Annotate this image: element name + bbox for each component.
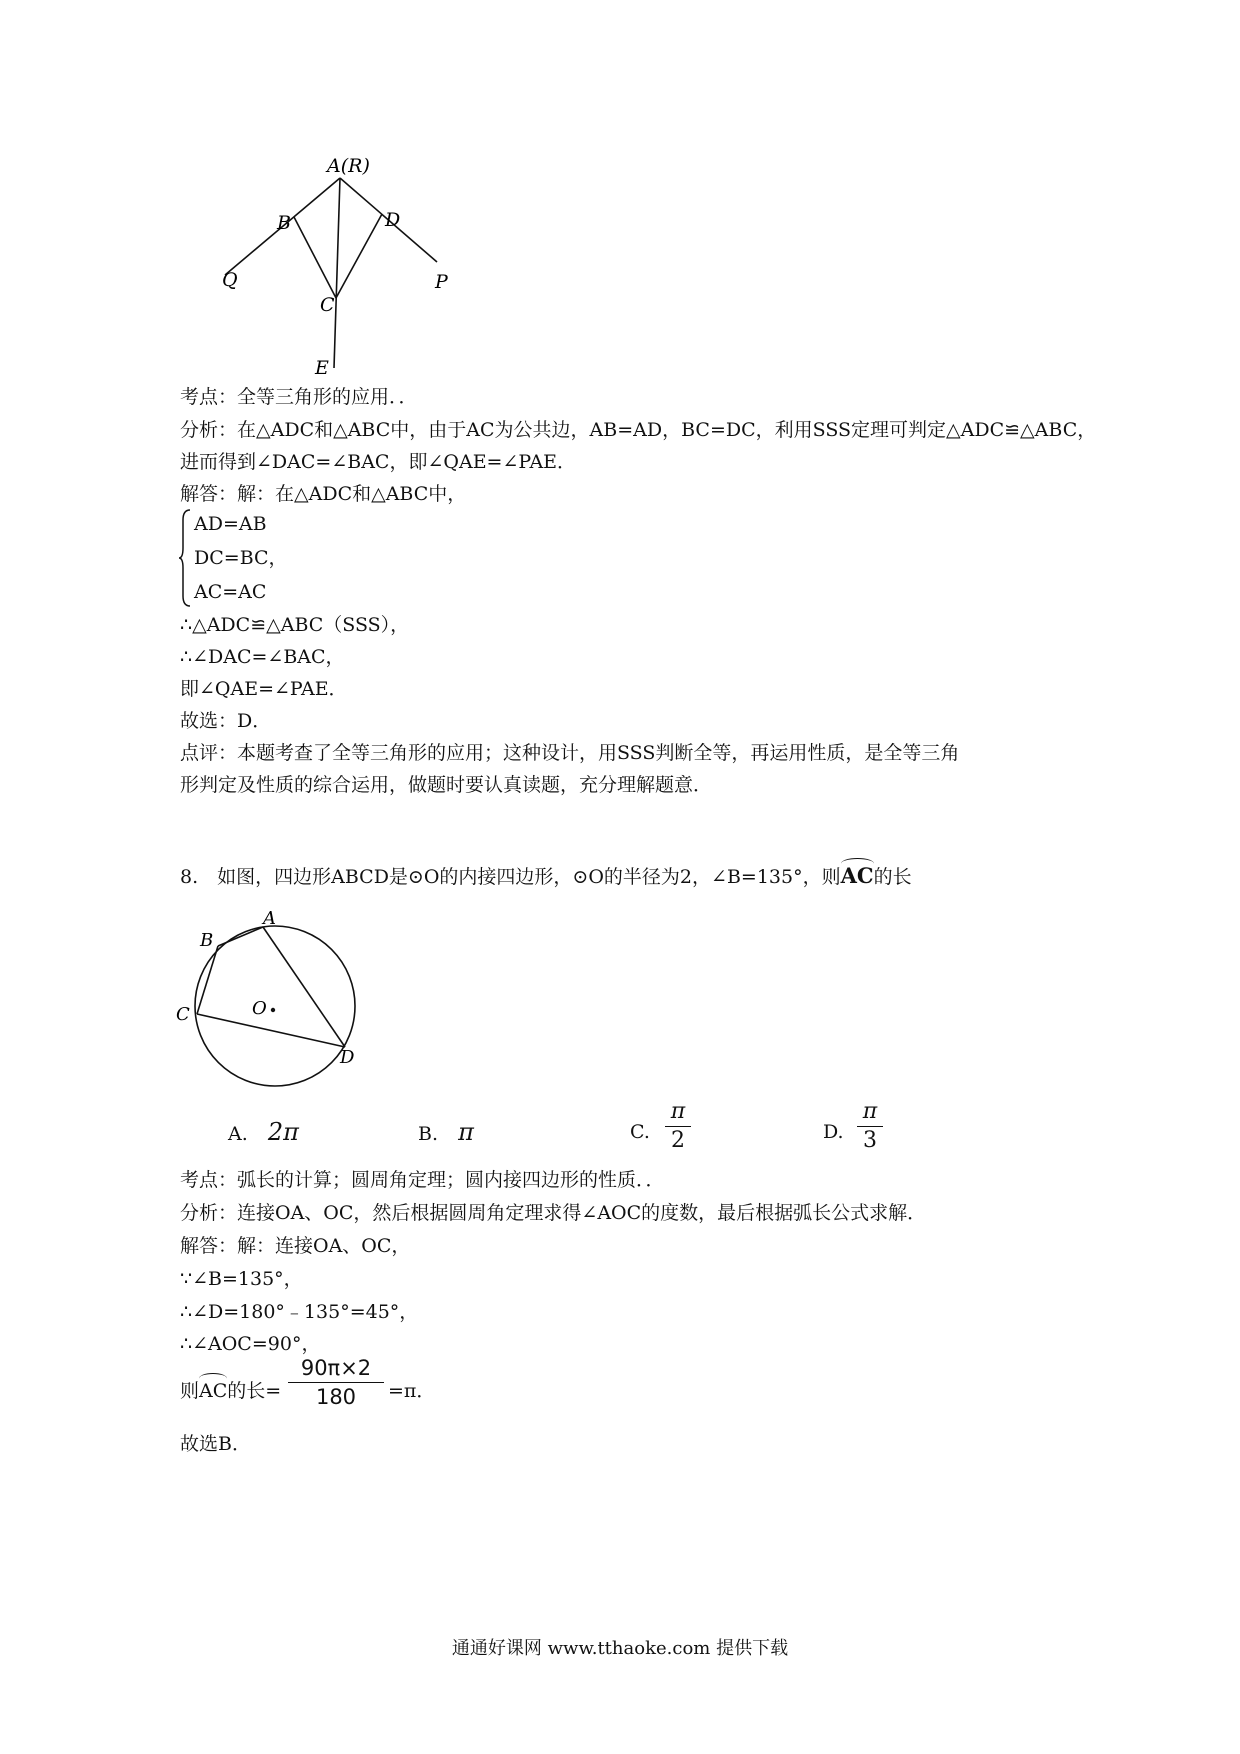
option-c-fraction (665, 1100, 691, 1153)
label-a2: A (263, 910, 276, 929)
q8-kaodian: 考点：弧长的计算；圆周角定理；圆内接四边形的性质．． (180, 1169, 665, 1191)
q8-step-3: ∴∠AOC=90°， (180, 1333, 321, 1355)
q7-dianping-1: 点评：本题考查了全等三角形的应用；这种设计，用SSS判断全等，再运用性质，是全等三角 (180, 742, 960, 764)
label-d2: D (340, 1047, 355, 1068)
label-b: B (277, 212, 291, 234)
option-d-letter: D. (823, 1121, 844, 1143)
q8-fenxi: 分析：连接OA、OC，然后根据圆周角定理求得∠AOC的度数，最后根据弧长公式求解． (180, 1202, 927, 1224)
label-e: E (315, 357, 329, 379)
arc-mark (199, 1373, 227, 1384)
label-a: A(R) (327, 155, 370, 177)
option-d-den: 3 (863, 1128, 877, 1153)
q8-result-mid: 的长= (227, 1380, 282, 1402)
equation-brace (178, 508, 192, 608)
system-eq-1: AD=AB (194, 513, 267, 535)
q8-result-arc (199, 1379, 227, 1403)
q7-step-2: ∴∠DAC=∠BAC， (180, 646, 345, 668)
page-footer: 通通好课网 www.tthaoke.com 提供下载 (451, 1638, 789, 1659)
figure-congruent-triangles (215, 150, 455, 380)
q8-stem-prefix: 8. 如图，四边形ABCD是⊙O的内接四边形，⊙O的半径为2，∠B=135°，则 (180, 866, 841, 888)
option-b[interactable] (418, 1120, 474, 1146)
label-o: O (252, 998, 267, 1019)
option-c[interactable] (630, 1120, 650, 1144)
option-b-value: π (458, 1118, 474, 1146)
label-p: P (435, 271, 448, 293)
arc-mark (841, 858, 874, 869)
system-eq-3: AC=AC (194, 581, 267, 603)
q7-kaodian: 考点：全等三角形的应用．． (180, 386, 418, 408)
q7-step-3: 即∠QAE=∠PAE． (180, 678, 348, 700)
fraction-bar (857, 1126, 883, 1127)
option-a-value: 2π (267, 1118, 299, 1146)
label-c2: C (176, 1004, 190, 1025)
label-d: D (385, 209, 401, 231)
label-q: Q (222, 269, 238, 291)
q7-step-1: ∴△ADC≌△ABC（SSS）， (180, 614, 410, 636)
q8-step-2: ∴∠D=180°﹣135°=45°， (180, 1301, 419, 1323)
q8-stem-arc (841, 864, 874, 888)
option-a[interactable] (228, 1120, 299, 1146)
option-a-letter: A. (228, 1123, 248, 1145)
fraction-bar (665, 1126, 691, 1127)
q8-result-arc-text: AC (199, 1380, 228, 1402)
q8-result-suffix: =π． (388, 1380, 436, 1402)
fraction-bar (288, 1382, 384, 1383)
option-b-letter: B. (418, 1123, 439, 1145)
option-d-fraction (857, 1100, 883, 1153)
system-eq-2: DC=BC， (194, 547, 288, 569)
option-c-letter: C. (630, 1121, 650, 1143)
q7-fenxi-1: 分析：在△ADC和△ABC中，由于AC为公共边，AB=AD，BC=DC，利用SSS定理可判定△ADC≌△ABC， (180, 419, 1097, 441)
q7-answer: 故选：D． (180, 710, 272, 732)
q8-stem (180, 864, 912, 889)
q8-stem-arc-text: AC (840, 863, 874, 888)
q8-result-num: 90π×2 (300, 1356, 372, 1380)
q8-step-1: ∵∠B=135°， (180, 1268, 303, 1290)
q7-jieda: 解答：解：在△ADC和△ABC中， (180, 483, 467, 505)
q8-result-fraction (288, 1356, 384, 1409)
q8-answer: 故选B． (180, 1433, 251, 1455)
q8-result-den: 180 (315, 1385, 357, 1409)
q7-dianping-2: 形判定及性质的综合运用，做题时要认真读题，充分理解题意． (180, 774, 713, 796)
option-c-den: 2 (671, 1128, 685, 1153)
q8-jieda: 解答：解：连接OA、OC， (180, 1235, 411, 1257)
option-c-num: π (670, 1099, 686, 1124)
q8-result-prefix: 则 (180, 1380, 200, 1402)
option-d-num: π (862, 1099, 878, 1124)
q8-stem-suffix: 的长 (873, 866, 912, 888)
figure-inscribed-quadrilateral (170, 910, 370, 1095)
label-b2: B (200, 930, 214, 951)
option-d[interactable] (823, 1120, 844, 1144)
q7-fenxi-2: 进而得到∠DAC=∠BAC，即∠QAE=∠PAE． (180, 451, 577, 473)
label-c: C (320, 294, 335, 316)
q8-result (180, 1379, 281, 1403)
